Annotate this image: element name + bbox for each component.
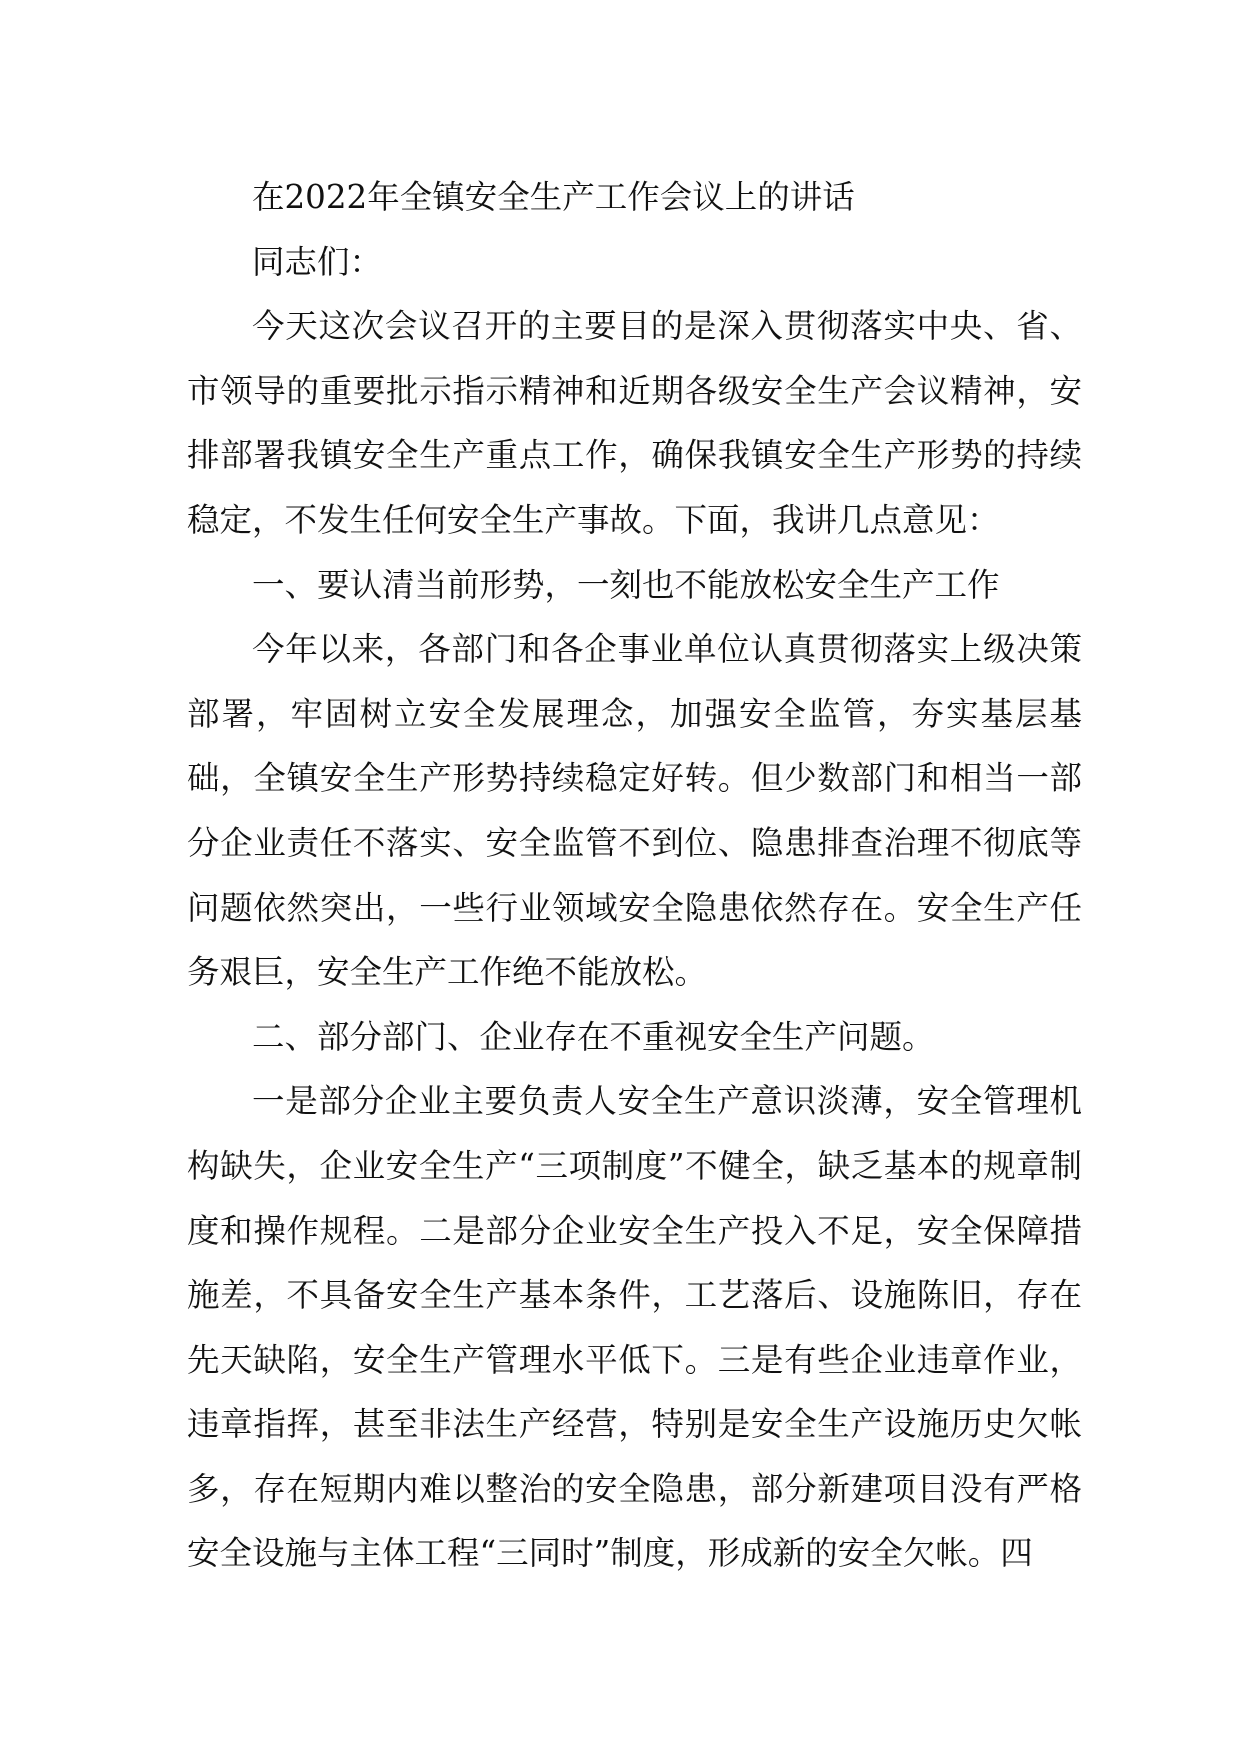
section-heading-1: 一、要认清当前形势，一刻也不能放松安全生产工作 <box>252 565 1000 604</box>
paragraph-problems: 一是部分企业主要负责人安全生产意识淡薄，安全管理机构缺失，企业安全生产“三项制度”不健全，缺乏基本的规章制度和操作规程。二是部分企业安全生产投入不足，安全保障措施差，不具备安全生产基本条件，工艺落后、设施陈旧，存在先天缺陷，安全生产管理水平低下。三是有些企业违章作业，违章指挥，甚至非法生产经营，特别是安全生产设施历史欠帐多，存在短期内难以整治的安全隐患，部分新建项目没有严格安全设施与主体工程“三同时”制度，形成新的安全欠帐。四 <box>187 1082 1082 1573</box>
paragraph-situation: 今年以来，各部门和各企事业单位认真贯彻落实上级决策部署，牢固树立安全发展理念，加强安全监管，夯实基层基础，全镇安全生产形势持续稳定好转。但少数部门和相当一部分企业责任不落实、安全监管不到位、隐患排查治理不彻底等问题依然突出，一些行业领域安全隐患依然存在。安全生产任务艰巨，安全生产工作绝不能放松。 <box>187 630 1082 992</box>
salutation: 同志们： <box>252 242 383 281</box>
document-title: 在2022年全镇安全生产工作会议上的讲话 <box>252 178 855 216</box>
paragraph-intro: 今天这次会议召开的主要目的是深入贯彻落实中央、省、市领导的重要批示指示精神和近期各级安全生产会议精神，安排部署我镇安全生产重点工作，确保我镇安全生产形势的持续稳定，不发生任何安全生产事故。下面，我讲几点意见： <box>187 307 1082 539</box>
document-body <box>187 165 1082 1586</box>
section-heading-2: 二、部分部门、企业存在不重视安全生产问题。 <box>252 1017 935 1056</box>
